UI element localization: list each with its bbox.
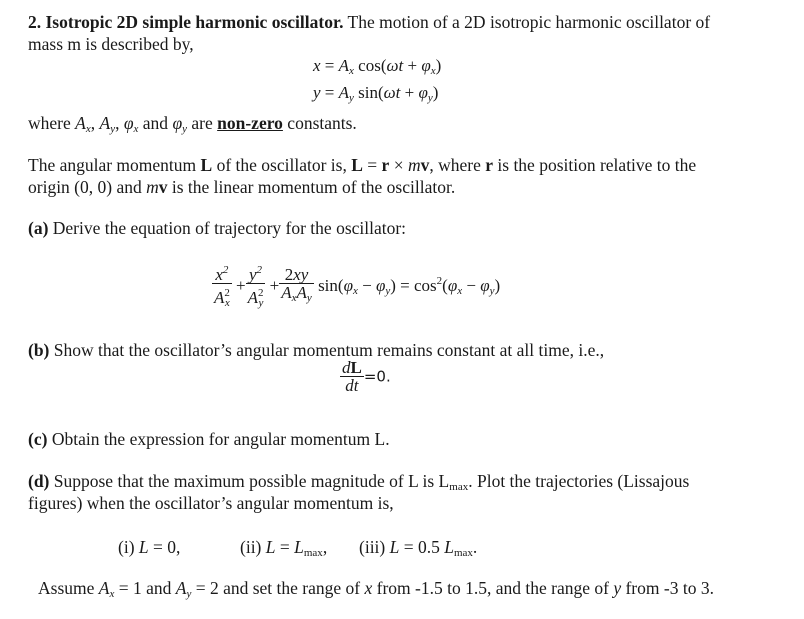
part-a	[28, 217, 406, 239]
case-iii: (iii) L = 0.5 $L_{max}$.	[359, 537, 478, 559]
part-c-text: Obtain the expression for angular momentum L.	[47, 429, 390, 449]
part-d-text-1-sub: max	[449, 481, 469, 493]
part-c-label: (c)	[28, 429, 48, 449]
intro-text-2: mass m is described by,	[28, 34, 194, 54]
equation-x: $x = A_x$ $\cos(\omega t + \varphi_x)$	[313, 56, 442, 77]
case-i: (i) L = 0,	[118, 537, 181, 557]
part-b-text: Show that the oscillator’s angular momentum remains constant at all time, i.e.,	[49, 340, 605, 360]
intro-line-2	[28, 33, 194, 55]
part-c	[28, 428, 390, 450]
part-d-text-1-end: . Plot the trajectories (Lissajous	[468, 471, 690, 491]
part-d-label: (d)	[28, 471, 50, 491]
part-d-text-2: figures) when the oscillator’s angular momentum is,	[28, 493, 394, 513]
problem-title: 2. Isotropic 2D simple harmonic oscillator.	[28, 12, 344, 32]
equation-y: $y = A_y$ $\sin(\omega t + \varphi_y)$	[313, 83, 439, 104]
angmom-line-2: origin (0, 0) and mv is the linear momentum of the oscillator.	[28, 177, 456, 197]
part-b	[28, 339, 604, 361]
case-ii: (ii) $L = L_{max}$,	[240, 537, 328, 559]
intro-text-1: The motion of a 2D isotropic harmonic oscillator of	[343, 12, 711, 32]
trajectory-equation: $\frac{x^2}{A^2_x}$ + $\frac{y^2}{A^2_y}$ + $\frac{2xy}{A_xA_y}$ $\sin(\varphi_x - \varphi_y) = \cos^2(\varphi_x - \varphi_y)$	[212, 262, 500, 312]
assume-line: Assume $A_x = 1$ and $A_y = 2$ and set the range of x from -1.5 to 1.5, and the range of y from -3 to 3.	[38, 578, 714, 600]
dLdt-equation: $\frac{dL}{dt}$ =0.	[342, 358, 391, 395]
angmom-line-1: The angular momentum L of the oscillator is, L = r × mv, where r is the position relative to the	[28, 155, 697, 175]
where-line: where $A_x$, $A_y$, $\varphi_x$ and $\varphi_y$ are non-zero constants.	[28, 113, 357, 135]
word-are: are	[191, 113, 213, 133]
intro-line-1	[28, 11, 710, 33]
word-constants: constants.	[287, 113, 357, 133]
part-d-line-2	[28, 492, 394, 514]
part-a-text: Derive the equation of trajectory for the oscillator:	[48, 218, 407, 238]
part-d-text-1: Suppose that the maximum possible magnitude of L is L	[49, 471, 450, 491]
non-zero-emphasis: non-zero	[217, 113, 283, 133]
part-b-label: (b)	[28, 340, 50, 360]
part-a-label: (a)	[28, 218, 49, 238]
